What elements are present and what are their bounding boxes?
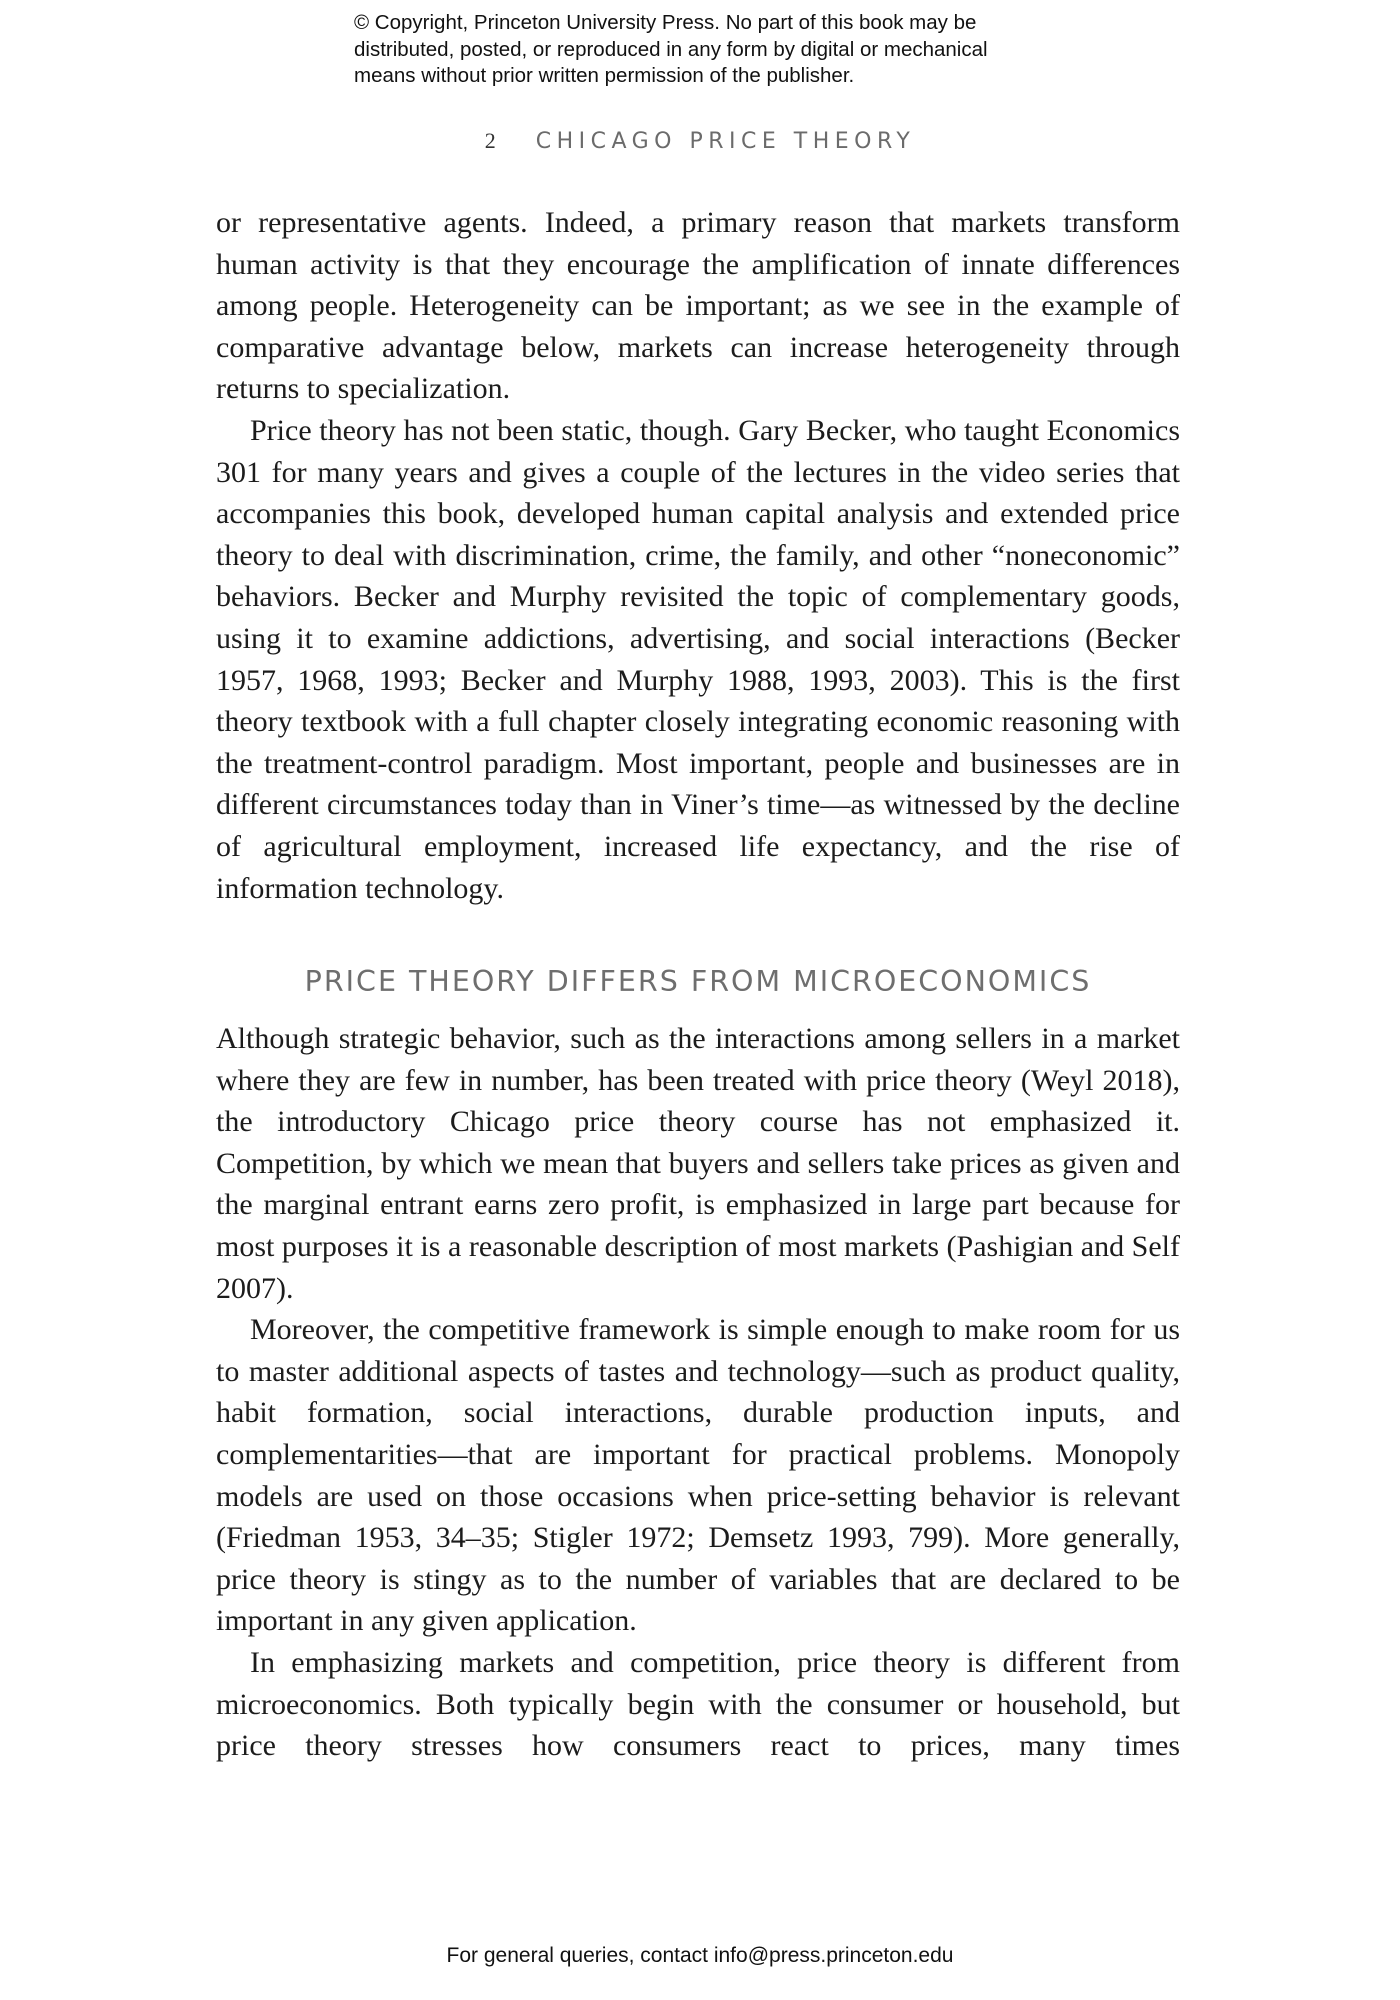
paragraph: Although strategic behavior, such as the interactions among sellers in a market where they are few in number, has been treated with price theory (Weyl 2018), the introductory Chicago price theory course has not emphasized it. Competition, by which we mean that buyers and sellers take prices as given and the marginal entrant earns zero profit, is emphasized in large part because for most purposes it is a reasonable description of most markets (Pashigian and Self 2007). xyxy=(216,1022,1180,1305)
copyright-line: means without prior written permission of the publisher. xyxy=(354,64,855,87)
page-number: 2 xyxy=(484,128,496,153)
copyright-notice xyxy=(354,10,1114,90)
footer-contact: For general queries, contact info@press.princeton.edu xyxy=(446,1944,954,1967)
paragraph: or representative agents. Indeed, a primary reason that markets transform human activity is that they encourage the amplification of innate differences among people. Heterogeneity can be important; as we see in the example of comparative advantage below, markets can increase heterogeneity through returns to specialization. xyxy=(216,206,1180,406)
book-title: CHICAGO PRICE THEORY xyxy=(535,129,916,154)
body-text xyxy=(216,202,1180,1767)
copyright-line: © Copyright, Princeton University Press. No part of this book may be xyxy=(354,11,977,34)
paragraph: Price theory has not been static, though. Gary Becker, who taught Economics 301 for many years and gives a couple of the lectures in the video series that accompanies this book, developed human capital analysis and extended price theory to deal with discrimination, crime, the family, and other “noneconomic” behaviors. Becker and Murphy revisited the topic of complementary goods, using it to examine addictions, advertising, and social interactions (Becker 1957, 1968, 1993; Becker and Murphy 1988, 1993, 2003). This is the first theory textbook with a full chapter closely integrating economic reasoning with the treatment-control paradigm. Most important, people and businesses are in different circumstances today than in Viner’s time—as witnessed by the decline of agricultural employment, increased life expectancy, and the rise of information technology. xyxy=(216,413,1180,905)
section-heading: PRICE THEORY DIFFERS FROM MICROECONOMICS xyxy=(304,965,1092,999)
copyright-line: distributed, posted, or reproduced in any form by digital or mechanical xyxy=(354,37,988,61)
running-head xyxy=(0,128,1400,154)
paragraph: Moreover, the competitive framework is simple enough to make room for us to master additional aspects of tastes and technology—such as product quality, habit formation, social interactions, durable production inputs, and complementarities—that are important for practical problems. Monopoly models are used on those occasions when price-setting behavior is relevant (Friedman 1953, 34–35; Stigler 1972; Demsetz 1993, 799). More generally, price theory is stingy as to the number of variables that are declared to be important in any given application. xyxy=(216,1313,1180,1638)
paragraph: In emphasizing markets and competition, price theory is different from microeconomics. Both typically begin with the consumer or household, but price theory stresses how consumers react to prices, many times xyxy=(216,1646,1180,1763)
